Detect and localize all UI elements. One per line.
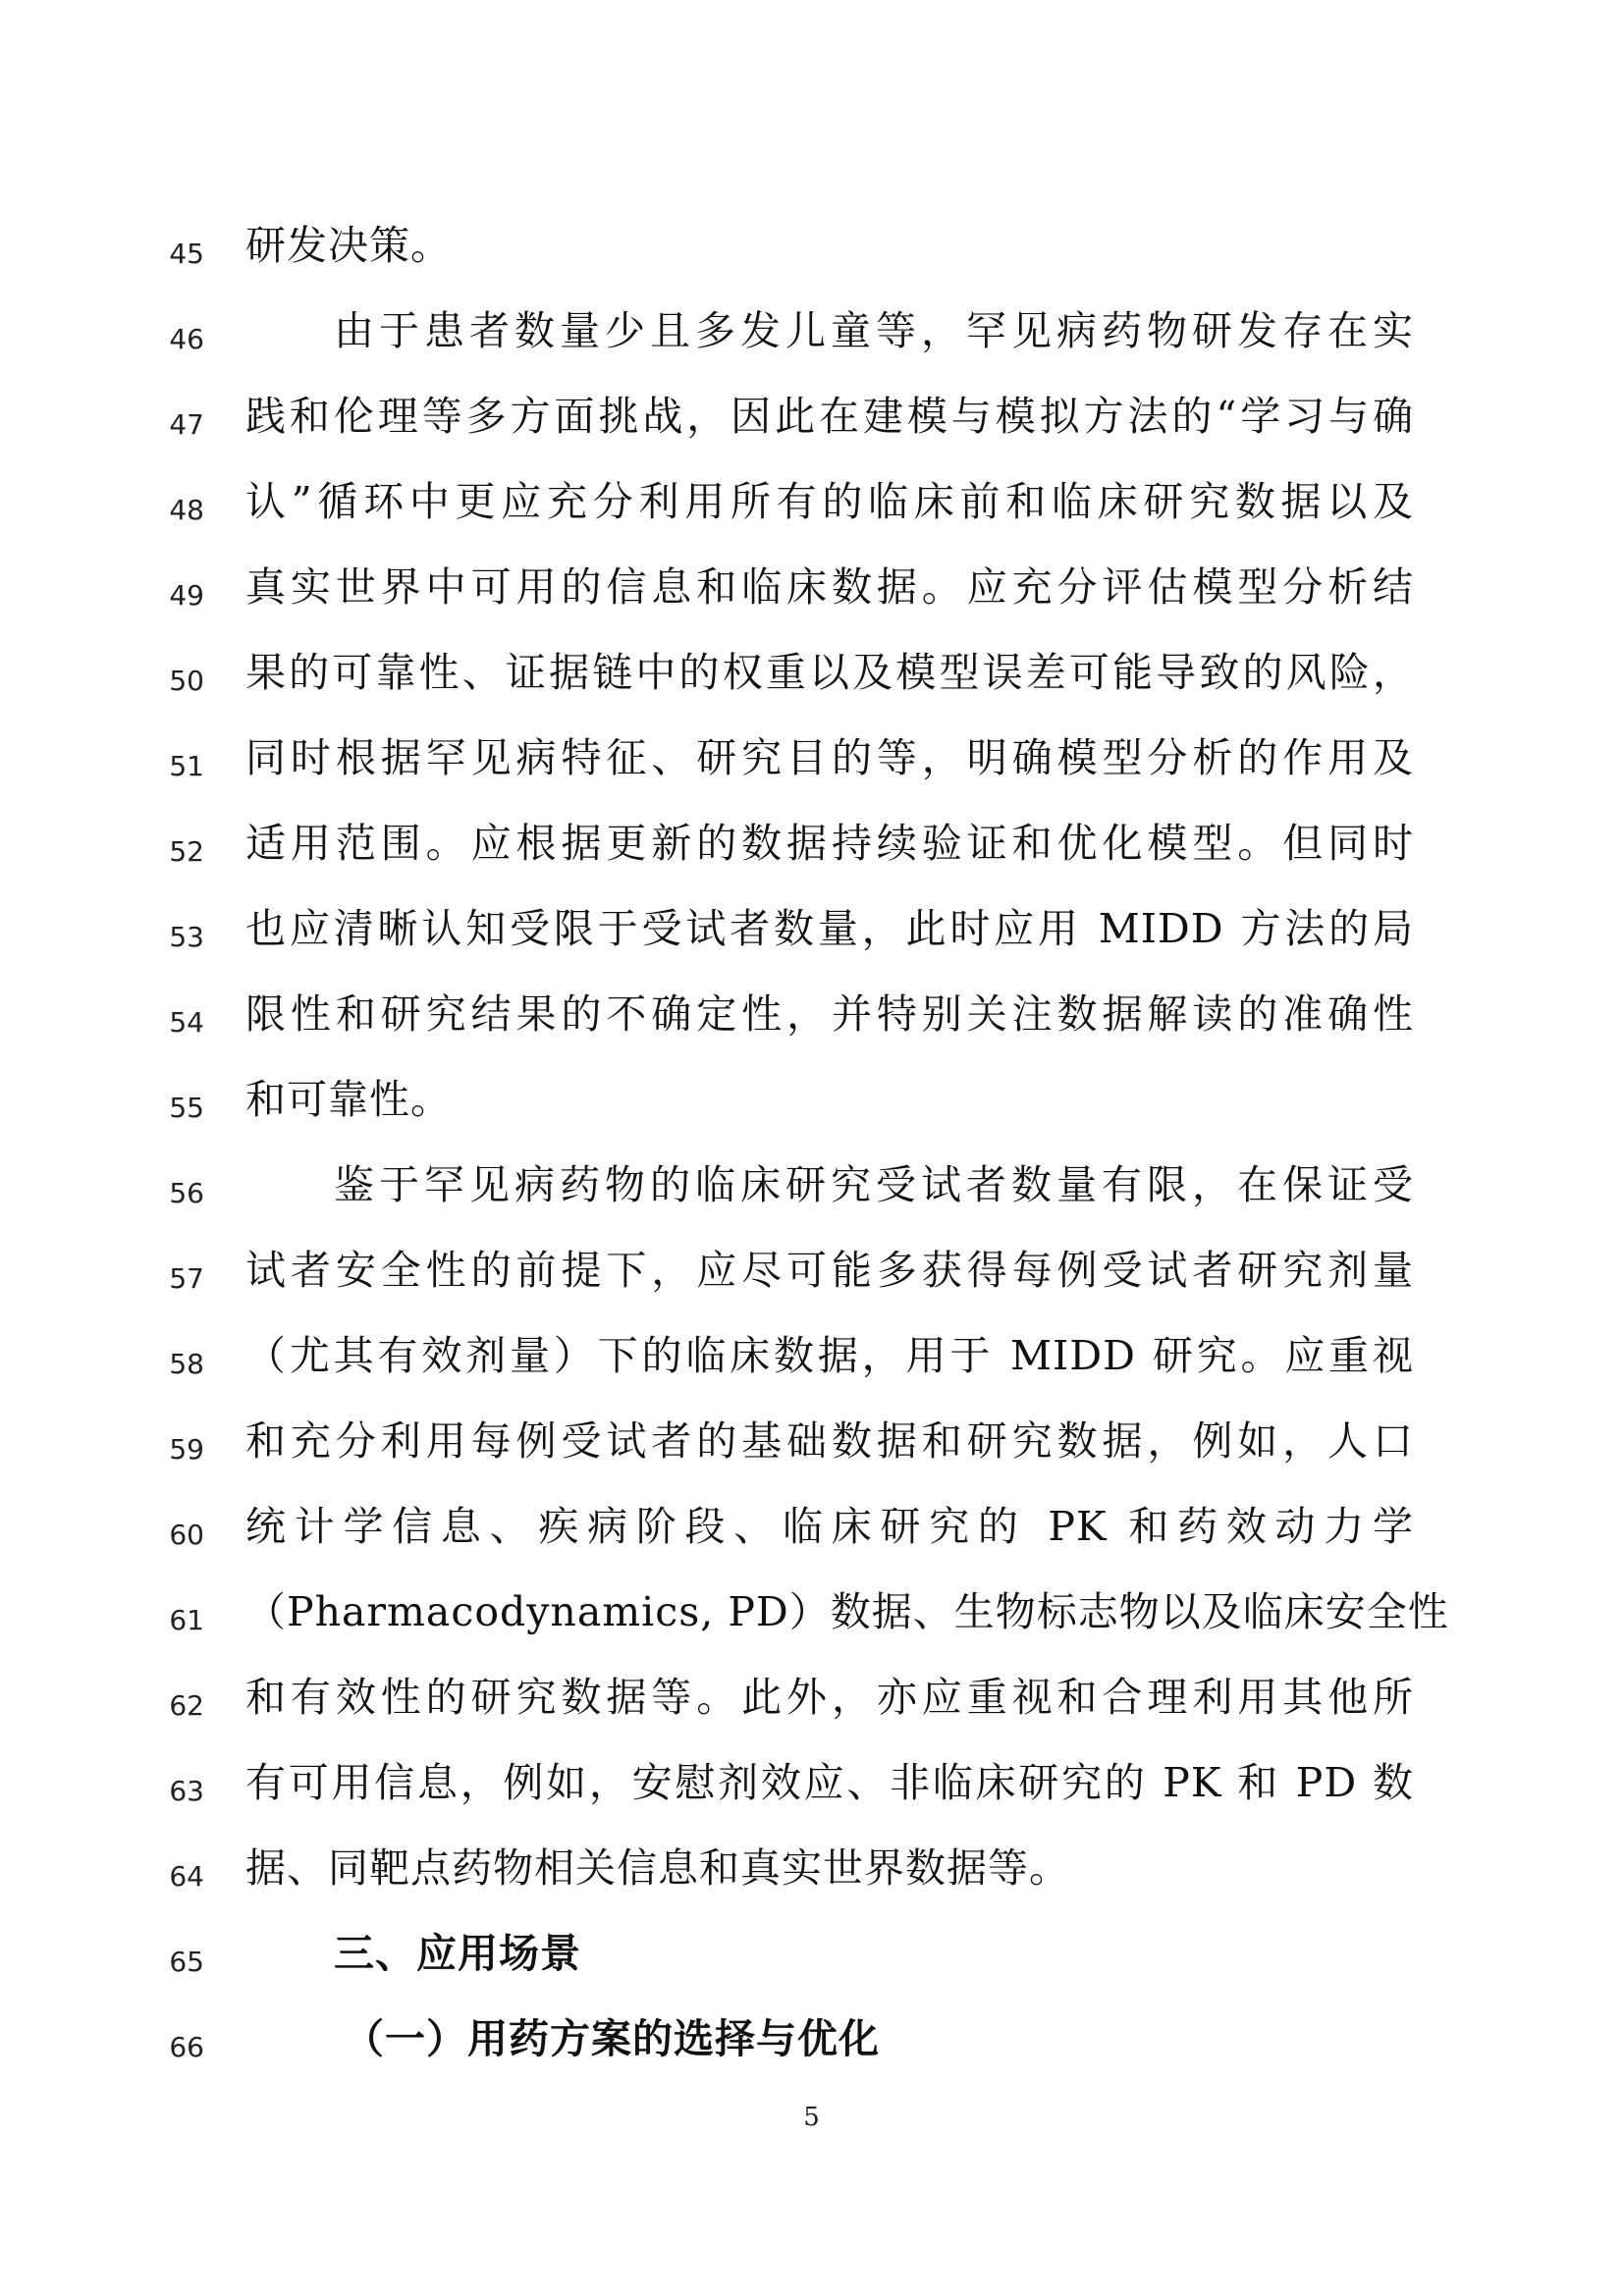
text-line bbox=[0, 1497, 1623, 1582]
line-number: 58 bbox=[169, 1348, 204, 1380]
line-number: 55 bbox=[169, 1092, 204, 1124]
line-text: 有可用信息，例如，安慰剂效应、非临床研究的 PK 和 PD 数 bbox=[245, 1759, 1414, 1806]
line-text: 试者安全性的前提下，应尽可能多获得每例受试者研究剂量 bbox=[245, 1247, 1414, 1294]
line-number: 65 bbox=[169, 1946, 204, 1978]
text-line bbox=[0, 1412, 1623, 1497]
line-number: 56 bbox=[169, 1177, 204, 1209]
line-number: 49 bbox=[169, 579, 204, 612]
line-number: 53 bbox=[169, 921, 204, 953]
text-line bbox=[0, 814, 1623, 899]
line-text: 研发决策。 bbox=[245, 222, 452, 269]
line-number: 57 bbox=[169, 1262, 204, 1295]
text-line bbox=[0, 1582, 1623, 1668]
line-text: （Pharmacodynamics, PD）数据、生物标志物以及临床安全性 bbox=[245, 1588, 1449, 1635]
line-number: 59 bbox=[169, 1433, 204, 1466]
line-text: 据、同靶点药物相关信息和真实世界数据等。 bbox=[245, 1844, 1070, 1892]
text-line bbox=[0, 301, 1623, 387]
line-number: 61 bbox=[169, 1604, 204, 1636]
line-number: 47 bbox=[169, 408, 204, 441]
line-text: 同时根据罕见病特征、研究目的等，明确模型分析的作用及 bbox=[245, 734, 1414, 781]
line-text: 和充分利用每例受试者的基础数据和研究数据，例如，人口 bbox=[245, 1417, 1414, 1465]
line-number: 50 bbox=[169, 665, 204, 697]
text-line bbox=[0, 472, 1623, 558]
line-text: 统计学信息、疾病阶段、临床研究的 PK 和药效动力学 bbox=[245, 1503, 1414, 1550]
line-text: 也应清晰认知受限于受试者数量，此时应用 MIDD 方法的局 bbox=[245, 905, 1414, 952]
text-line bbox=[0, 728, 1623, 814]
text-line bbox=[0, 899, 1623, 985]
text-line bbox=[0, 1924, 1623, 2009]
line-number: 66 bbox=[169, 2031, 204, 2063]
text-line bbox=[0, 1241, 1623, 1326]
subsection-heading: （一）用药方案的选择与优化 bbox=[344, 2015, 880, 2062]
text-line bbox=[0, 1326, 1623, 1412]
line-number: 54 bbox=[169, 1006, 204, 1039]
text-line bbox=[0, 1668, 1623, 1753]
line-text: 果的可靠性、证据链中的权重以及模型误差可能导致的风险， bbox=[245, 649, 1414, 696]
text-line bbox=[0, 387, 1623, 472]
section-heading: 三、应用场景 bbox=[334, 1930, 581, 1977]
text-line bbox=[0, 1155, 1623, 1241]
line-number: 51 bbox=[169, 750, 204, 782]
line-text: 践和伦理等多方面挑战，因此在建模与模拟方法的“学习与确 bbox=[245, 393, 1414, 440]
text-line bbox=[0, 643, 1623, 728]
line-text: 适用范围。应根据更新的数据持续验证和优化模型。但同时 bbox=[245, 820, 1414, 867]
text-line bbox=[0, 558, 1623, 643]
page-number: 5 bbox=[803, 2103, 820, 2132]
text-line bbox=[0, 1839, 1623, 1924]
line-text: 真实世界中可用的信息和临床数据。应充分评估模型分析结 bbox=[245, 563, 1414, 611]
line-text: 认”循环中更应充分利用所有的临床前和临床研究数据以及 bbox=[245, 478, 1414, 525]
text-line bbox=[0, 1070, 1623, 1155]
line-number: 62 bbox=[169, 1689, 204, 1722]
line-number: 64 bbox=[169, 1860, 204, 1893]
line-text: 和可靠性。 bbox=[245, 1076, 452, 1123]
line-text: 限性和研究结果的不确定性，并特别关注数据解读的准确性 bbox=[245, 990, 1414, 1038]
line-number: 48 bbox=[169, 494, 204, 526]
text-line bbox=[0, 2009, 1623, 2095]
text-line bbox=[0, 985, 1623, 1070]
line-number: 52 bbox=[169, 835, 204, 868]
line-number: 63 bbox=[169, 1775, 204, 1807]
line-text: 由于患者数量少且多发儿童等，罕见病药物研发存在实 bbox=[334, 307, 1414, 354]
line-number: 45 bbox=[169, 238, 204, 270]
line-number: 60 bbox=[169, 1519, 204, 1551]
text-line bbox=[0, 1753, 1623, 1839]
line-number: 46 bbox=[169, 323, 204, 355]
line-text: （尤其有效剂量）下的临床数据，用于 MIDD 研究。应重视 bbox=[245, 1332, 1414, 1379]
line-text: 和有效性的研究数据等。此外，亦应重视和合理利用其他所 bbox=[245, 1674, 1414, 1721]
line-text: 鉴于罕见病药物的临床研究受试者数量有限，在保证受 bbox=[334, 1161, 1414, 1208]
text-line bbox=[0, 216, 1623, 301]
